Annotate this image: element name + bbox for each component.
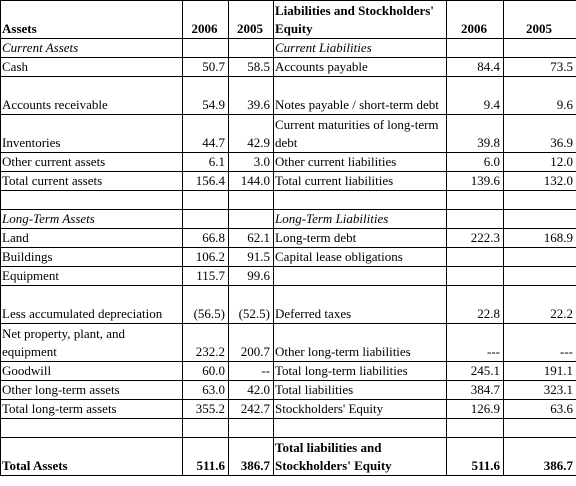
row-label-liabilities: Long-term debt	[274, 229, 447, 248]
value-2005-assets: 99.6	[229, 267, 274, 286]
row-label-liabilities: Accounts payable	[274, 58, 447, 77]
value-2005-liabilities: 63.6	[504, 400, 576, 419]
value-2006-assets	[183, 419, 229, 438]
value-2006-liabilities: 384.7	[447, 381, 504, 400]
row-label-assets: Current Assets	[1, 39, 183, 58]
value-2005-assets	[229, 210, 274, 229]
row-label-liabilities: Total current liabilities	[274, 172, 447, 191]
row-label-assets	[1, 191, 183, 210]
value-2006-assets: 54.9	[183, 77, 229, 115]
value-2006-liabilities: 139.6	[447, 172, 504, 191]
row-label-assets	[1, 419, 183, 438]
value-2005-liabilities	[504, 191, 576, 210]
value-2006-assets: 355.2	[183, 400, 229, 419]
value-2006-liabilities: ---	[447, 324, 504, 362]
value-2006-assets	[183, 210, 229, 229]
value-2005-assets: 58.5	[229, 58, 274, 77]
row-label-assets: Goodwill	[1, 362, 183, 381]
value-2005-assets: 39.6	[229, 77, 274, 115]
value-2006-liabilities: 39.8	[447, 115, 504, 153]
value-2005-liabilities: 132.0	[504, 172, 576, 191]
table-row	[1, 267, 576, 286]
total-liabilities-equity-label: Total liabilities and Stockholders' Equity	[274, 438, 447, 476]
value-2005-assets	[229, 191, 274, 210]
value-2005-liabilities: 22.2	[504, 286, 576, 324]
value-2006-liabilities: 84.4	[447, 58, 504, 77]
value-2006-liabilities: 245.1	[447, 362, 504, 381]
value-2006-assets: 232.2	[183, 324, 229, 362]
table-row	[1, 362, 576, 381]
table-row	[1, 153, 576, 172]
value-2005-assets: 42.0	[229, 381, 274, 400]
value-2005-liabilities: 168.9	[504, 229, 576, 248]
value-2005-assets: --	[229, 362, 274, 381]
row-label-liabilities	[274, 419, 447, 438]
assets-year-2006-header: 2006	[183, 1, 229, 39]
table-row	[1, 400, 576, 419]
value-2006-assets: 6.1	[183, 153, 229, 172]
total-liabilities-equity-2006: 511.6	[447, 438, 504, 476]
value-2006-liabilities	[447, 191, 504, 210]
row-label-assets: Other long-term assets	[1, 381, 183, 400]
row-label-assets: Net property, plant, and equipment	[1, 324, 183, 362]
row-label-liabilities: Current Liabilities	[274, 39, 447, 58]
total-assets-2005: 386.7	[229, 438, 274, 476]
table-row	[1, 115, 576, 153]
value-2006-liabilities: 222.3	[447, 229, 504, 248]
value-2006-liabilities	[447, 267, 504, 286]
value-2006-liabilities: 9.4	[447, 77, 504, 115]
row-label-assets: Land	[1, 229, 183, 248]
liabilities-header: Liabilities and Stockholders' Equity	[274, 1, 447, 39]
table-row	[1, 248, 576, 267]
value-2005-liabilities	[504, 39, 576, 58]
row-label-assets: Long-Term Assets	[1, 210, 183, 229]
value-2006-assets: (56.5)	[183, 286, 229, 324]
row-label-assets: Other current assets	[1, 153, 183, 172]
table-row	[1, 324, 576, 362]
value-2006-liabilities	[447, 39, 504, 58]
row-label-assets: Buildings	[1, 248, 183, 267]
totals-row	[1, 438, 576, 476]
row-label-liabilities: Notes payable / short-term debt	[274, 77, 447, 115]
value-2005-liabilities: 36.9	[504, 115, 576, 153]
value-2005-assets: 42.9	[229, 115, 274, 153]
value-2005-assets	[229, 419, 274, 438]
value-2005-liabilities	[504, 210, 576, 229]
value-2006-liabilities: 6.0	[447, 153, 504, 172]
row-label-assets: Total long-term assets	[1, 400, 183, 419]
row-label-liabilities: Total liabilities	[274, 381, 447, 400]
value-2005-liabilities: 191.1	[504, 362, 576, 381]
value-2005-assets: 242.7	[229, 400, 274, 419]
value-2005-assets: 91.5	[229, 248, 274, 267]
value-2006-assets	[183, 39, 229, 58]
row-label-liabilities: Other current liabilities	[274, 153, 447, 172]
value-2005-liabilities	[504, 248, 576, 267]
value-2005-assets: 3.0	[229, 153, 274, 172]
total-assets-label: Total Assets	[1, 438, 183, 476]
header-row	[1, 1, 576, 39]
value-2005-liabilities: 9.6	[504, 77, 576, 115]
value-2006-assets: 106.2	[183, 248, 229, 267]
table-row	[1, 229, 576, 248]
value-2006-liabilities	[447, 248, 504, 267]
value-2005-assets: 144.0	[229, 172, 274, 191]
row-label-assets: Less accumulated depreciation	[1, 286, 183, 324]
value-2006-liabilities: 126.9	[447, 400, 504, 419]
value-2006-assets: 44.7	[183, 115, 229, 153]
value-2005-liabilities: 12.0	[504, 153, 576, 172]
assets-header: Assets	[1, 1, 183, 39]
liabilities-year-2006-header: 2006	[447, 1, 504, 39]
table-row	[1, 172, 576, 191]
row-label-liabilities: Stockholders' Equity	[274, 400, 447, 419]
row-label-liabilities: Deferred taxes	[274, 286, 447, 324]
table-row	[1, 58, 576, 77]
row-label-liabilities: Other long-term liabilities	[274, 324, 447, 362]
value-2006-assets: 60.0	[183, 362, 229, 381]
row-label-assets: Inventories	[1, 115, 183, 153]
row-label-liabilities: Current maturities of long-term debt	[274, 115, 447, 153]
value-2006-assets: 66.8	[183, 229, 229, 248]
value-2005-liabilities	[504, 419, 576, 438]
value-2006-assets: 50.7	[183, 58, 229, 77]
value-2005-liabilities: ---	[504, 324, 576, 362]
row-label-liabilities: Long-Term Liabilities	[274, 210, 447, 229]
value-2005-assets: (52.5)	[229, 286, 274, 324]
row-label-assets: Equipment	[1, 267, 183, 286]
table-row	[1, 419, 576, 438]
value-2006-liabilities	[447, 419, 504, 438]
value-2005-assets: 62.1	[229, 229, 274, 248]
total-liabilities-equity-2005: 386.7	[504, 438, 576, 476]
row-label-assets: Cash	[1, 58, 183, 77]
value-2005-assets	[229, 39, 274, 58]
value-2006-assets: 63.0	[183, 381, 229, 400]
row-label-assets: Total current assets	[1, 172, 183, 191]
table-row	[1, 39, 576, 58]
table-row	[1, 381, 576, 400]
table-row	[1, 77, 576, 115]
value-2006-liabilities: 22.8	[447, 286, 504, 324]
row-label-liabilities: Capital lease obligations	[274, 248, 447, 267]
value-2006-assets	[183, 191, 229, 210]
value-2006-liabilities	[447, 210, 504, 229]
assets-year-2005-header: 2005	[229, 1, 274, 39]
value-2006-assets: 156.4	[183, 172, 229, 191]
liabilities-year-2005-header: 2005	[504, 1, 576, 39]
value-2005-liabilities: 323.1	[504, 381, 576, 400]
value-2005-assets: 200.7	[229, 324, 274, 362]
table-row	[1, 210, 576, 229]
row-label-liabilities	[274, 267, 447, 286]
value-2005-liabilities: 73.5	[504, 58, 576, 77]
row-label-assets: Accounts receivable	[1, 77, 183, 115]
table-row	[1, 286, 576, 324]
table-row	[1, 191, 576, 210]
value-2006-assets: 115.7	[183, 267, 229, 286]
row-label-liabilities: Total long-term liabilities	[274, 362, 447, 381]
value-2005-liabilities	[504, 267, 576, 286]
total-assets-2006: 511.6	[183, 438, 229, 476]
row-label-liabilities	[274, 191, 447, 210]
